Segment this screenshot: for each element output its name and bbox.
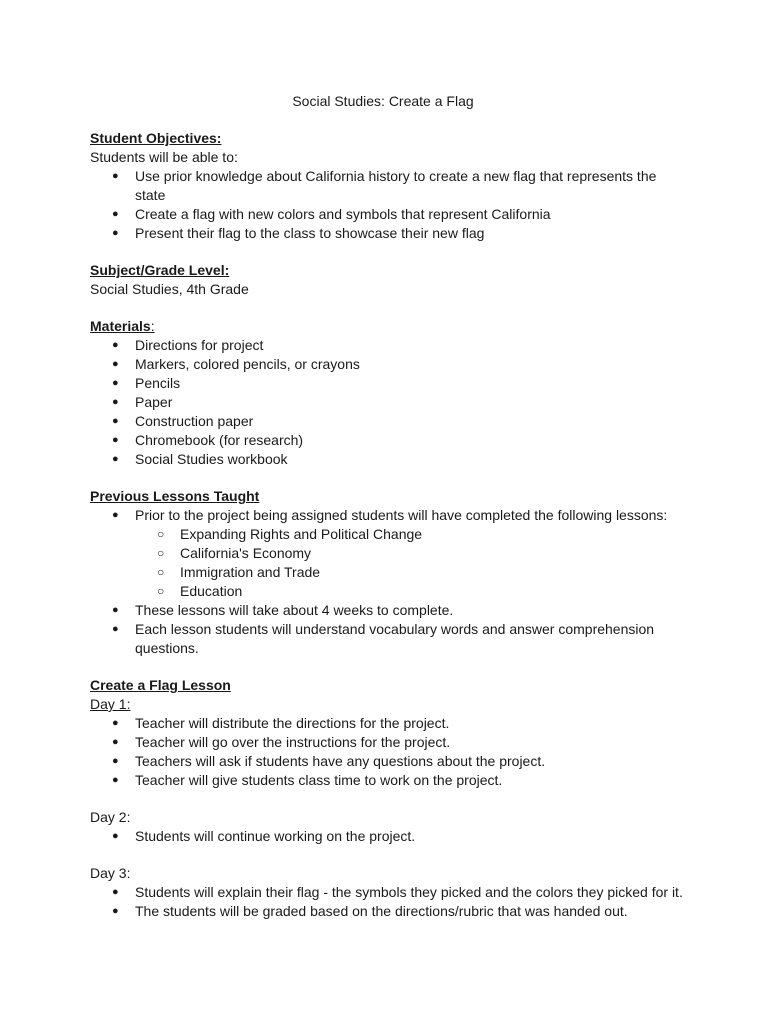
bullet-icon: ● bbox=[112, 509, 119, 521]
list-item bbox=[90, 771, 690, 790]
bullet-icon: ● bbox=[112, 604, 119, 616]
list-item bbox=[90, 167, 690, 205]
hollow-bullet-icon: ○ bbox=[157, 565, 165, 579]
bullet-icon: ● bbox=[112, 415, 119, 427]
list-item bbox=[90, 205, 690, 224]
previous-lessons-heading: Previous Lessons Taught bbox=[90, 488, 260, 504]
list-item bbox=[90, 224, 690, 243]
list-item bbox=[90, 412, 690, 431]
list-item bbox=[90, 393, 690, 412]
list-item-text: Paper bbox=[135, 394, 173, 410]
list-item-text: Construction paper bbox=[135, 413, 254, 429]
grade-section bbox=[90, 261, 690, 299]
bullet-icon: ● bbox=[112, 736, 119, 748]
list-item-text: Present their flag to the class to showcase their new flag bbox=[135, 225, 485, 241]
list-item bbox=[90, 355, 690, 374]
day2-list bbox=[90, 827, 690, 846]
bullet-icon: ● bbox=[112, 358, 119, 370]
list-item-text: Pencils bbox=[135, 375, 181, 391]
list-item-text: The students will be graded based on the directions/rubric that was handed out. bbox=[135, 903, 628, 919]
bullet-icon: ● bbox=[112, 717, 119, 729]
sublist-item-text: Immigration and Trade bbox=[180, 564, 321, 580]
list-item-text: Markers, colored pencils, or crayons bbox=[135, 356, 360, 372]
materials-heading-line bbox=[90, 317, 690, 336]
list-item-text: Teacher will distribute the directions for the project. bbox=[135, 715, 450, 731]
day1-block bbox=[90, 695, 690, 790]
list-item-text: Prior to the project being assigned students will have completed the following lessons: bbox=[135, 507, 668, 523]
bullet-icon: ● bbox=[112, 755, 119, 767]
hollow-bullet-icon: ○ bbox=[157, 584, 165, 598]
list-item-text: Use prior knowledge about California history to create a new flag that represents the state bbox=[135, 168, 657, 203]
objectives-intro: Students will be able to: bbox=[90, 149, 238, 165]
day2-block bbox=[90, 808, 690, 846]
objectives-heading: Student Objectives: bbox=[90, 130, 222, 146]
bullet-icon: ● bbox=[112, 170, 119, 182]
sublist-item bbox=[135, 582, 690, 601]
bullet-icon: ● bbox=[112, 623, 119, 635]
list-item-text: Directions for project bbox=[135, 337, 264, 353]
list-item bbox=[90, 883, 690, 902]
list-item-text: Teacher will go over the instructions for the project. bbox=[135, 734, 451, 750]
materials-colon: : bbox=[150, 318, 155, 334]
previous-lessons-list bbox=[90, 506, 690, 658]
list-item bbox=[90, 336, 690, 355]
list-item-text: Teachers will ask if students have any questions about the project. bbox=[135, 753, 546, 769]
materials-list bbox=[90, 336, 690, 469]
list-item bbox=[90, 827, 690, 846]
objectives-section bbox=[90, 129, 690, 243]
list-item bbox=[90, 450, 690, 469]
day1-label: Day 1: bbox=[90, 696, 131, 712]
bullet-icon: ● bbox=[112, 774, 119, 786]
previous-lessons-section bbox=[90, 487, 690, 658]
lesson-section bbox=[90, 676, 690, 921]
bullet-icon: ● bbox=[112, 208, 119, 220]
bullet-icon: ● bbox=[112, 339, 119, 351]
sublist-item bbox=[135, 563, 690, 582]
bullet-icon: ● bbox=[112, 434, 119, 446]
day2-label: Day 2: bbox=[90, 809, 131, 825]
bullet-icon: ● bbox=[112, 377, 119, 389]
day3-label: Day 3: bbox=[90, 865, 131, 881]
list-item bbox=[90, 374, 690, 393]
list-item-text: Students will explain their flag - the symbols they picked and the colors they picked for it. bbox=[135, 884, 683, 900]
hollow-bullet-icon: ○ bbox=[157, 546, 165, 560]
list-item bbox=[90, 902, 690, 921]
list-item bbox=[90, 431, 690, 450]
list-item-text: These lessons will take about 4 weeks to complete. bbox=[135, 602, 454, 618]
sublist-item-text: California's Economy bbox=[180, 545, 312, 561]
bullet-icon: ● bbox=[112, 886, 119, 898]
grade-heading: Subject/Grade Level: bbox=[90, 262, 230, 278]
bullet-icon: ● bbox=[112, 905, 119, 917]
document-title: Social Studies: Create a Flag bbox=[292, 93, 474, 109]
list-item-text: Teacher will give students class time to work on the project. bbox=[135, 772, 503, 788]
list-item-text: Social Studies workbook bbox=[135, 451, 288, 467]
document-page bbox=[90, 92, 690, 921]
materials-heading: Materials bbox=[90, 318, 151, 334]
materials-section bbox=[90, 317, 690, 469]
lessons-sublist bbox=[135, 525, 690, 601]
bullet-icon: ● bbox=[112, 453, 119, 465]
sublist-item-text: Expanding Rights and Political Change bbox=[180, 526, 423, 542]
list-item-text: Students will continue working on the project. bbox=[135, 828, 416, 844]
bullet-icon: ● bbox=[112, 396, 119, 408]
list-item bbox=[90, 752, 690, 771]
list-item bbox=[90, 601, 690, 620]
day1-list bbox=[90, 714, 690, 790]
list-item-text: Create a flag with new colors and symbols that represent California bbox=[135, 206, 551, 222]
list-item-text: Chromebook (for research) bbox=[135, 432, 304, 448]
list-item bbox=[90, 506, 690, 601]
list-item-text: Each lesson students will understand vocabulary words and answer comprehension questions. bbox=[135, 621, 655, 656]
day3-block bbox=[90, 864, 690, 921]
list-item bbox=[90, 733, 690, 752]
grade-value: Social Studies, 4th Grade bbox=[90, 281, 249, 297]
day3-list bbox=[90, 883, 690, 921]
sublist-item bbox=[135, 525, 690, 544]
bullet-icon: ● bbox=[112, 830, 119, 842]
bullet-icon: ● bbox=[112, 227, 119, 239]
list-item bbox=[90, 620, 690, 658]
sublist-item bbox=[135, 544, 690, 563]
objectives-list bbox=[90, 167, 690, 243]
lesson-heading: Create a Flag Lesson bbox=[90, 677, 231, 693]
sublist-item-text: Education bbox=[180, 583, 243, 599]
hollow-bullet-icon: ○ bbox=[157, 527, 165, 541]
list-item bbox=[90, 714, 690, 733]
